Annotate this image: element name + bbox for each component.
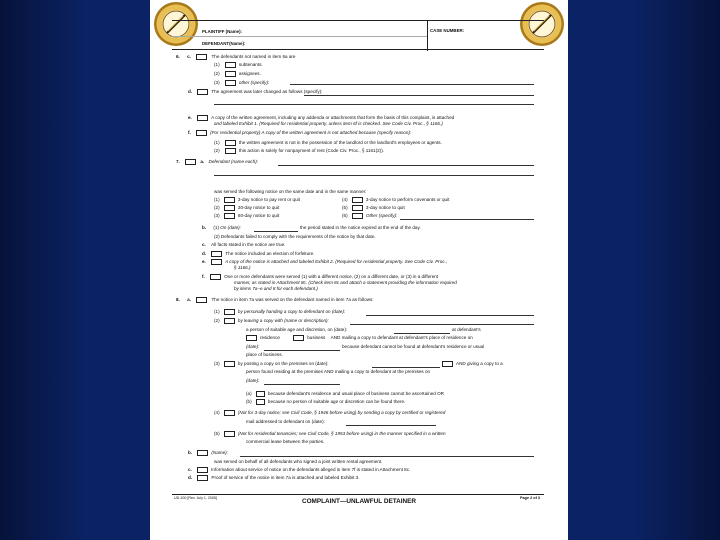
checkbox-6c[interactable]	[196, 54, 207, 60]
fill-line-defendants-2[interactable]	[214, 175, 534, 176]
checkbox-8a[interactable]	[196, 297, 207, 303]
item-6c-3: (3) other (specify):	[214, 80, 270, 85]
checkbox-8d[interactable]	[197, 475, 208, 481]
item-6e: e. A copy of the written agreement, including any addenda or attachments that form the basis of this complaint, is attached	[188, 115, 455, 120]
item-8c: c. Information about service of notice on the defendants alleged in item 7f is stated in Attachment 8c.	[188, 467, 411, 472]
notice-1: (1) 3-day notice to pay rent or quit	[214, 197, 300, 202]
item-6e-cont: and labeled Exhibit 1. (Required for residential property, unless item 6f is checked. See Code Civ. Proc., § 1166.)	[214, 121, 443, 126]
checkbox-notice-1[interactable]	[224, 197, 235, 203]
service-2-line4: place of business.	[246, 352, 283, 357]
served-notice-text: was served the following notice on the same date and in the same manner:	[214, 189, 367, 194]
checkbox-service-1[interactable]	[224, 309, 235, 315]
checkbox-notice-3[interactable]	[224, 213, 235, 219]
checkbox-6c-1[interactable]	[225, 62, 236, 68]
item-6f-1: (1) the written agreement is not in the possession of the landlord or the landlord's employees or agents.	[214, 140, 442, 145]
notice-5: (5) 3-day notice to quit	[342, 205, 405, 210]
item-6d: d. The agreement was later changed as follows (specify):	[188, 89, 323, 94]
fill-line-8a3-mail-date[interactable]	[264, 384, 340, 385]
fill-line-6c-other[interactable]	[290, 84, 534, 85]
case-number-label: CASE NUMBER:	[430, 28, 465, 33]
checkbox-7f[interactable]	[210, 274, 221, 280]
item-7f: f. One or more defendants were served (1) with a different notice, (2) on a different date, or (3) in a different	[202, 274, 439, 279]
checkbox-notice-4[interactable]	[352, 197, 363, 203]
plaintiff-label: PLAINTIFF (Name):	[202, 29, 243, 34]
checkbox-6e[interactable]	[197, 115, 208, 121]
fill-line-defendants[interactable]	[278, 165, 534, 166]
service-3-line3: (date):	[246, 378, 260, 383]
fill-line-6d[interactable]	[304, 95, 534, 96]
item-7e-cont: § 1166.)	[234, 265, 251, 270]
form-title: COMPLAINT—UNLAWFUL DETAINER	[301, 498, 417, 505]
fill-line-8a1-date[interactable]	[366, 315, 534, 316]
service-5-line2: commercial lease between the parties.	[246, 439, 325, 444]
item-7b-1-tail: the period stated in the notice expired at the end of the day.	[300, 225, 421, 230]
fill-line-8a2-name[interactable]	[350, 324, 534, 325]
checkbox-8b[interactable]	[197, 450, 208, 456]
service-3-line2: person found residing at the premises AND mailing a copy to defendant at the premises on	[246, 369, 431, 374]
checkbox-giving-copy[interactable]	[442, 361, 453, 367]
form-page	[150, 0, 568, 540]
checkbox-service-3b[interactable]	[256, 399, 265, 405]
page-number: Page 2 of 3	[520, 496, 541, 500]
checkbox-7e[interactable]	[211, 259, 222, 265]
checkbox-service-3a[interactable]	[256, 391, 265, 397]
fill-line-7b-date[interactable]	[254, 231, 298, 232]
item-7b-2: (2) Defendants failed to comply with the requirements of the notice by that date.	[214, 234, 376, 239]
checkbox-6c-3[interactable]	[225, 80, 236, 86]
fill-line-8a3-date[interactable]	[372, 367, 440, 368]
fill-line-8b-name[interactable]	[240, 456, 534, 457]
service-3b: (b) because no person of suitable age or discretion can be found there.	[246, 399, 406, 404]
checkbox-residence[interactable]	[246, 335, 257, 341]
item-6c: 6. c. The defendants not named in item 6a are	[176, 54, 296, 59]
checkbox-8c[interactable]	[197, 467, 208, 473]
checkbox-business[interactable]	[293, 335, 304, 341]
item-8a: 8. a. The notice in item 7a was served on the defendant named in item 7a as follows:	[176, 297, 374, 302]
checkbox-service-3[interactable]	[224, 361, 235, 367]
notice-4: (4) 3-day notice to perform covenants or quit	[342, 197, 450, 202]
service-2-line3b: because defendant cannot be found at defendant's residence or usual	[342, 344, 485, 349]
item-7d: d. The notice included an election of forfeiture.	[202, 251, 315, 256]
checkbox-service-5[interactable]	[224, 431, 235, 437]
checkbox-notice-6[interactable]	[352, 213, 363, 219]
checkbox-notice-5[interactable]	[352, 205, 363, 211]
notice-3: (3) 60-day notice to quit	[214, 213, 280, 218]
service-4: (4) (Not for 3-day notice; see Civil Code, § 1946 before using) by sending a copy by certified or registered	[214, 410, 446, 415]
item-6f: f. (For residential property) A copy of the written agreement is not attached because (specify reason):	[188, 130, 412, 135]
checkbox-service-4[interactable]	[224, 410, 235, 416]
checkbox-7d[interactable]	[211, 251, 222, 257]
service-2-line3a: (date):	[246, 344, 260, 349]
service-3a: (a) because defendant's residence and usual place of business cannot be ascertained OR	[246, 391, 444, 396]
item-7a: 7. a. Defendant (name each):	[176, 159, 259, 164]
service-3-tail: AND giving a copy to a	[442, 361, 503, 367]
item-6f-2: (2) this action is solely for nonpayment of rent (Code Civ. Proc., § 1161(2)).	[214, 148, 385, 153]
service-3: (3) by posting a copy on the premises on (date):	[214, 361, 329, 366]
item-8b: b. (Name):	[188, 450, 228, 455]
service-2-line2: residence business AND mailing a copy to defendant at defendant's place of residence on	[246, 335, 473, 341]
service-2-line1-tail: at defendant's	[452, 327, 481, 332]
item-6c-2: (2) assignees.	[214, 71, 261, 76]
item-7c: c. All facts stated in the notice are true.	[202, 242, 286, 247]
fill-line-6d-2[interactable]	[214, 104, 534, 105]
service-5: (5) (Not for residential tenancies; see Civil Code, § 1953 before using) in the manner specified in a written	[214, 431, 446, 436]
checkbox-notice-2[interactable]	[224, 205, 235, 211]
item-7b-1: b. (1) On (date):	[202, 225, 241, 230]
item-7e: e. A copy of the notice is attached and labeled Exhibit 2. (Required for residential property. See Code Civ. Proc.,	[202, 259, 448, 264]
checkbox-6c-2[interactable]	[225, 71, 236, 77]
checkbox-6d[interactable]	[197, 89, 208, 95]
service-2: (2) by leaving a copy with (name or description):	[214, 318, 329, 323]
fill-line-8a4-date[interactable]	[346, 425, 436, 426]
notice-6: (6) Other (specify):	[342, 213, 398, 218]
checkbox-6f[interactable]	[196, 130, 207, 136]
item-8b-line2: was served on behalf of all defendants who signed a joint written rental agreement.	[214, 459, 383, 464]
footer-rule	[172, 494, 544, 495]
notice-2: (2) 30-day notice to quit	[214, 205, 280, 210]
service-2-line1: a person of suitable age and discretion, on (date):	[246, 327, 348, 332]
service-4-line2: mail addressed to defendant on (date):	[246, 419, 325, 424]
checkbox-7[interactable]	[185, 159, 196, 165]
fill-line-8a2-date[interactable]	[394, 333, 450, 334]
item-7f-cont1: manner, as stated in Attachment 8c. (Check item 8c and attach a statement providing the information required	[234, 280, 457, 285]
checkbox-6f-2[interactable]	[225, 148, 236, 154]
item-7f-cont2: by items 7a–e and 8 for each defendant.)	[234, 286, 318, 291]
form-id: UD-100 [Rev. July 1, 2005]	[174, 496, 217, 500]
fill-line-8a2-mail-date[interactable]	[264, 350, 340, 351]
item-6c-1: (1) subtenants.	[214, 62, 263, 67]
fill-line-other-notice[interactable]	[400, 219, 534, 220]
item-8d: d. Proof of service of the notice in item 7a is attached and labeled Exhibit 3.	[188, 475, 360, 480]
checkbox-service-2[interactable]	[224, 318, 235, 324]
defendant-label: DEFENDANT(Name):	[202, 41, 246, 46]
form-header	[172, 20, 544, 50]
service-1: (1) by personally handing a copy to defendant on (date):	[214, 309, 346, 314]
checkbox-6f-1[interactable]	[225, 140, 236, 146]
